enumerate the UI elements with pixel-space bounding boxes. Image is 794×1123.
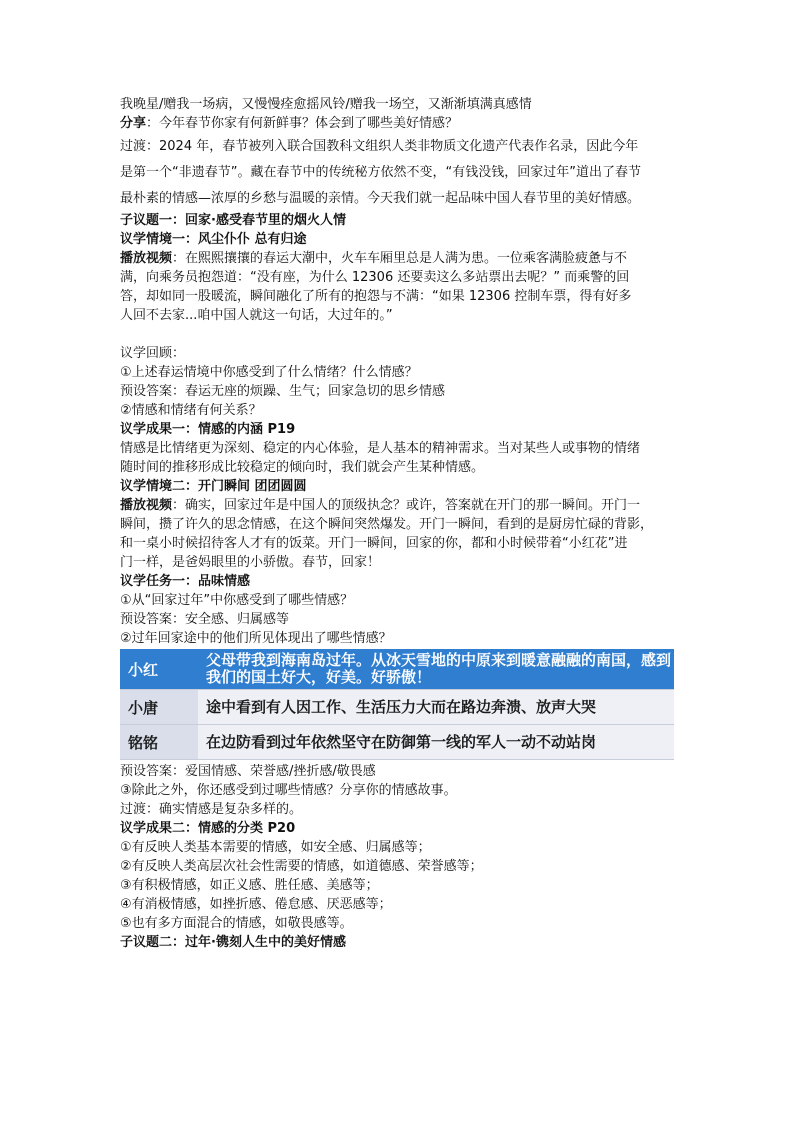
transition-2: 过渡：确实情感是复杂多样的。	[120, 802, 303, 817]
category-1: ①有反映人类基本需要的情感，如安全感、归属感等；	[120, 840, 431, 855]
table-row	[120, 725, 674, 760]
transition-text: ：2024 年，春节被列入联合国教科文组织人类非物质文化遗产代表作名录，因此今年	[146, 139, 639, 154]
scenario-1-heading: 议学情境一：风尘仆仆 总有归途	[120, 232, 307, 247]
scenario-2-heading: 议学情境二：开门瞬间 团团圆圆	[120, 479, 307, 494]
video-2-line-1	[120, 496, 680, 515]
video-2-line-3: 和一桌小时候招待客人才有的饭菜。开门一瞬间，回家的你，都和小时候带着“小红花”进	[120, 536, 628, 551]
task-question-3: ③除此之外，你还感受到过哪些情感？分享你的情感故事。	[120, 783, 457, 798]
transition-line-2: 是第一个“非遗春节”。藏在春节中的传统秘方依然不变，“有钱没钱，回家过年”道出了春节	[120, 165, 641, 180]
category-2: ②有反映人类高层次社会性需要的情感，如道德感、荣誉感等；	[120, 859, 483, 874]
task-answer-1: 预设答案：安全感、归属感等	[120, 612, 290, 627]
transition-label: 过渡	[120, 139, 147, 154]
task-1-heading: 议学任务一：品味情感	[120, 574, 251, 589]
task-question-1: ①从“回家过年”中你感受到了哪些情感？	[120, 593, 354, 608]
transition-line-3: 最朴素的情感—浓厚的乡愁与温暖的亲情。今天我们就一起品味中国人春节里的美好情感。	[120, 191, 641, 206]
category-3: ③有积极情感，如正义感、胜任感、美感等；	[120, 878, 379, 893]
video-2-text: ：确实，回家过年是中国人的顶级执念？或许，答案就在开门的那一瞬间。开门一	[172, 498, 641, 513]
sub-topic-1-heading: 子议题一：回家·感受春节里的烟火人情	[120, 213, 346, 228]
video-2-label: 播放视频	[120, 498, 173, 513]
video-1-label: 播放视频	[120, 251, 173, 266]
task-answer-2: 预设答案：爱国情感、荣誉感/挫折感/敬畏感	[120, 764, 376, 779]
result-2-heading: 议学成果二：情感的分类 P20	[120, 821, 296, 836]
scenario-table	[120, 649, 674, 760]
category-4: ④有消极情感，如挫折感、倦怠感、厌恶感等；	[120, 897, 392, 912]
table-row-name: 小唐	[120, 690, 198, 724]
table-row	[120, 649, 674, 690]
sub-topic-2-heading: 子议题二：过年·镌刻人生中的美好情感	[120, 935, 346, 950]
video-1-line-1	[120, 249, 680, 268]
table-row-text: 在边防看到过年依然坚守在防御第一线的军人一动不动站岗	[198, 725, 674, 759]
spacer	[120, 325, 680, 344]
category-5: ⑤也有多方面混合的情感，如敬畏感等。	[120, 916, 353, 931]
result-1-heading: 议学成果一：情感的内涵 P19	[120, 422, 296, 437]
answer-1: 预设答案：春运无座的烦躁、生气；回家急切的思乡情感	[120, 384, 446, 399]
table-row	[120, 690, 674, 725]
question-1: ①上述春运情境中你感受到了什么情绪？什么情感？	[120, 365, 418, 380]
video-1-text: ：在熙熙攘攘的春运大潮中，火车车厢里总是人满为患。一位乘客满脸疲惫与不	[172, 251, 628, 266]
review-heading: 议学回顾：	[120, 346, 186, 361]
poem-line: 我晚星/赠我一场病，又慢慢痊愈摇风铃/赠我一场空，又渐渐填满真感情	[120, 97, 532, 112]
result-1-text-1: 情感是比情绪更为深刻、稳定的内心体验，是人基本的精神需求。当对某些人或事物的情绪	[120, 441, 641, 456]
table-row-text: 父母带我到海南岛过年。从冰天雪地的中原来到暖意融融的南国，感到我们的国土好大，好美。好骄傲！	[198, 649, 674, 689]
video-1-line-3: 答，却如同一股暖流，瞬间融化了所有的抱怨与不满：“如果 12306 控制车票，得有好多	[120, 289, 632, 304]
table-row-text: 途中看到有人因工作、生活压力大而在路边奔溃、放声大哭	[198, 690, 674, 724]
table-row-name: 小红	[120, 649, 198, 689]
result-1-text-2: 随时间的推移形成比较稳定的倾向时，我们就会产生某种情感。	[120, 460, 485, 475]
share-label: 分享	[120, 116, 147, 131]
video-2-line-4: 门一样，是爸妈眼里的小骄傲。春节，回家！	[120, 555, 381, 570]
share-prompt	[120, 114, 680, 133]
task-question-2: ②过年回家途中的他们所见体现出了哪些情感？	[120, 631, 392, 646]
share-text: ：今年春节你家有何新鲜事？体会到了哪些美好情感？	[146, 116, 459, 131]
transition-line-1	[120, 135, 680, 159]
video-1-line-4: 人回不去家...咱中国人就这一句话，大过年的。”	[120, 308, 393, 323]
video-1-line-2: 满，向乘务员抱怨道：“没有座，为什么 12306 还要卖这么多站票出去呢？” 而乘警的回	[120, 270, 630, 285]
video-2-line-2: 瞬间，攒了许久的思念情感，在这个瞬间突然爆发。开门一瞬间，看到的是厨房忙碌的背影，	[120, 517, 654, 532]
document-page	[120, 95, 680, 952]
table-row-name: 铭铭	[120, 725, 198, 759]
question-2: ②情感和情绪有何关系？	[120, 403, 262, 418]
